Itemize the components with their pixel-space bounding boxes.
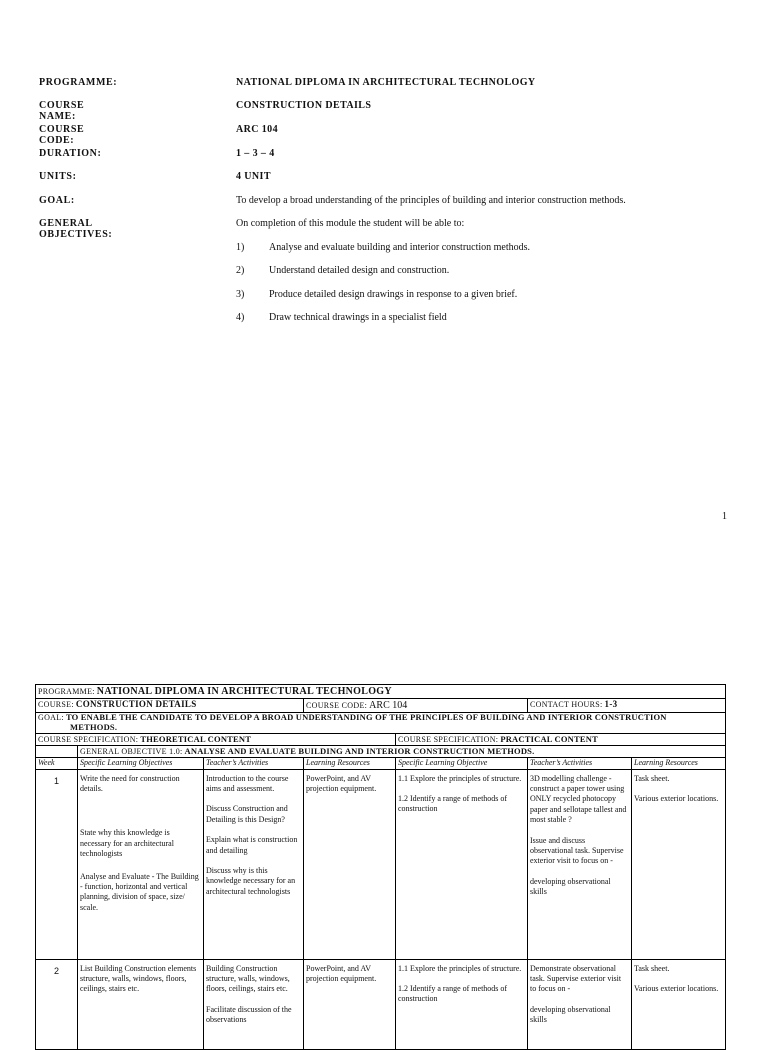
spec-theory-value: THEORETICAL CONTENT — [140, 733, 252, 744]
course-code-label: COURSE CODE: — [39, 124, 85, 146]
column-header: Specific Learning Objectives — [78, 758, 204, 769]
duration-label: DURATION: — [39, 148, 102, 159]
duration-value: 1 – 3 – 4 — [236, 148, 275, 159]
teachers-activities-cell — [204, 769, 304, 959]
cell-paragraph: Discuss why is this knowledge necessary for an architectural technologists — [206, 866, 296, 896]
cell-paragraph: Various exterior locations. — [634, 984, 719, 994]
table-course-value: CONSTRUCTION DETAILS — [75, 699, 197, 709]
cell-paragraph: Discuss Construction and Detailing is this Design? — [206, 804, 288, 824]
cell-paragraph: State why this knowledge is necessary for an architectural technologists — [80, 828, 174, 859]
practical-learning-resources-cell — [632, 959, 726, 1049]
programme-label: PROGRAMME: — [39, 77, 118, 88]
practical-teachers-activities-cell — [528, 769, 632, 959]
cell-paragraph: 1.2 Identify a range of methods of construction — [398, 984, 508, 1004]
specific-learning-objectives-cell — [78, 769, 204, 959]
cell-paragraph: developing observational skills — [530, 1004, 611, 1025]
column-header-row — [36, 758, 726, 769]
column-header: Learning Resources — [304, 758, 396, 769]
course-name-value: CONSTRUCTION DETAILS — [236, 100, 372, 111]
goal-value: To develop a broad understanding of the principles of building and interior construction methods. — [236, 195, 626, 206]
programme-banner-row — [36, 685, 726, 699]
learning-resources-cell — [304, 769, 396, 959]
objective-text: Analyse and evaluate building and interior construction methods. — [269, 242, 531, 253]
specification-row — [36, 733, 726, 745]
table-row — [36, 769, 726, 959]
week-number: 2 — [36, 959, 78, 1049]
cell-paragraph: Write the need for construction details. — [80, 773, 180, 794]
general-objective-value: ANALYSE AND EVALUATE BUILDING AND INTERIOR CONSTRUCTION METHODS. — [184, 745, 535, 756]
cell-paragraph: Introduction to the course aims and assessment. — [206, 773, 289, 794]
cell-paragraph: Analyse and Evaluate - The Building - function, horizontal and vertical planning, division of space, size/ scale. — [80, 871, 199, 912]
teachers-activities-cell — [204, 959, 304, 1049]
spec-practical-label: COURSE SPECIFICATION: — [398, 734, 499, 744]
cell-paragraph: 3D modelling challenge - construct a paper tower using ONLY recycled photocopy paper and sellotape tallest and most stable ? — [530, 773, 627, 825]
cell-paragraph: Facilitate discussion of the observations — [206, 1004, 292, 1025]
table-course-label: COURSE: — [38, 700, 74, 709]
programme-value: NATIONAL DIPLOMA IN ARCHITECTURAL TECHNOLOGY — [236, 77, 536, 88]
column-header: Teacher’s Activities — [528, 758, 632, 769]
goal-label: GOAL: — [39, 195, 75, 206]
practical-learning-resources-cell — [632, 769, 726, 959]
table-programme-value: NATIONAL DIPLOMA IN ARCHITECTURAL TECHNOLOGY — [96, 686, 392, 697]
column-header: Specific Learning Objective — [396, 758, 528, 769]
cell-paragraph: Issue and discuss observational task. Supervise exterior visit to focus on - — [530, 835, 624, 866]
specific-learning-objectives-cell — [78, 959, 204, 1049]
cell-paragraph: 1.2 Identify a range of methods of construction — [398, 794, 508, 814]
table-row — [36, 959, 726, 1049]
general-objectives-intro: On completion of this module the student will be able to: — [236, 218, 465, 229]
cell-paragraph: Demonstrate observational task. Supervise exterior visit to focus on - — [530, 963, 622, 994]
table-code-label: COURSE CODE: — [306, 701, 368, 710]
objective-text: Produce detailed design drawings in response to a given brief. — [269, 289, 518, 300]
table-goal-value-continued: METHODS. — [70, 721, 118, 732]
goal-row — [36, 713, 726, 734]
cell-paragraph: Various exterior locations. — [634, 794, 719, 804]
week-number: 1 — [36, 769, 78, 959]
cell-paragraph: 1.1 Explore the principles of structure. — [398, 963, 522, 973]
practical-objective-cell — [396, 959, 528, 1049]
cell-paragraph: Building Construction structure, walls, windows, floors, ceilings, stairs etc. — [206, 963, 290, 994]
column-header: Teacher’s Activities — [204, 758, 304, 769]
objective-number: 2) — [236, 265, 245, 276]
objective-number: 1) — [236, 242, 245, 253]
table-hours-value: 1-3 — [604, 699, 618, 709]
course-info-row — [36, 699, 726, 713]
cell-paragraph: Task sheet. — [634, 773, 670, 783]
spec-theory-label: COURSE SPECIFICATION: — [38, 734, 139, 744]
scheme-of-work-table — [35, 684, 726, 1050]
course-code-value: ARC 104 — [236, 124, 278, 135]
table-goal-label: GOAL: — [38, 713, 64, 722]
spec-practical-value: PRACTICAL CONTENT — [500, 733, 598, 744]
general-objectives-label: GENERAL OBJECTIVES: — [39, 218, 113, 240]
general-objective-label: GENERAL OBJECTIVE 1.0: — [80, 746, 183, 756]
units-label: UNITS: — [39, 171, 77, 182]
objective-number: 4) — [236, 312, 245, 323]
page-number: 1 — [722, 511, 727, 522]
learning-resources-cell — [304, 959, 396, 1049]
cell-paragraph: List Building Construction elements structure, walls, windows, floors, ceilings, stairs etc. — [80, 963, 197, 994]
objective-number: 3) — [236, 289, 245, 300]
practical-teachers-activities-cell — [528, 959, 632, 1049]
objective-text: Understand detailed design and construction. — [269, 265, 450, 276]
table-hours-label: CONTACT HOURS: — [530, 700, 603, 709]
table-goal-value: TO ENABLE THE CANDIDATE TO DEVELOP A BROAD UNDERSTANDING OF THE PRINCIPLES OF BUILDING AND INTERIOR CONSTRUCTION — [65, 712, 667, 722]
table-code-value: ARC 104 — [369, 700, 408, 711]
cell-paragraph: developing observational skills — [530, 876, 611, 897]
course-name-label: COURSE NAME: — [39, 100, 85, 122]
units-value: 4 UNIT — [236, 171, 271, 182]
column-header: Week — [36, 758, 78, 769]
practical-objective-cell — [396, 769, 528, 959]
cell-paragraph: PowerPoint, and AV projection equipment. — [306, 963, 377, 984]
table-programme-label: PROGRAMME: — [38, 687, 95, 696]
cell-paragraph: Explain what is construction and detailing — [206, 835, 298, 855]
general-objective-row — [36, 745, 726, 757]
cell-paragraph: PowerPoint, and AV projection equipment. — [306, 773, 377, 794]
column-header: Learning Resources — [632, 758, 726, 769]
cell-paragraph: 1.1 Explore the principles of structure. — [398, 773, 522, 783]
cell-paragraph: Task sheet. — [634, 963, 670, 973]
objective-text: Draw technical drawings in a specialist field — [269, 312, 447, 323]
